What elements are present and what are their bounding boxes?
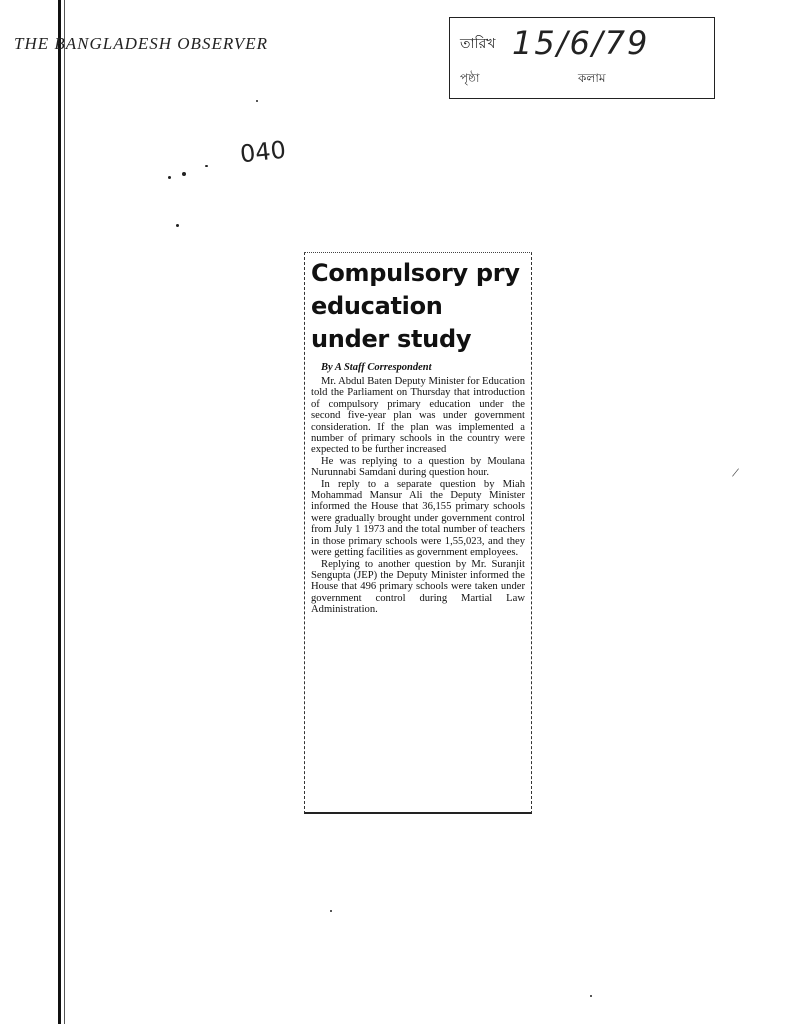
article-body — [311, 376, 525, 616]
ink-speck — [330, 910, 332, 912]
archive-stamp — [449, 17, 715, 99]
article-paragraph: Mr. Abdul Baten Deputy Minister for Education told the Parliament on Thursday that introduction of compulsory primary education under the second five-year plan was under government consideration. If the plan was implemented a number of primary schools in the country were expected to be further increased — [311, 376, 525, 456]
margin-rule-inner — [64, 0, 65, 1024]
newspaper-masthead: THE BANGLADESH OBSERVER — [14, 34, 269, 53]
file-number: 040 — [238, 135, 288, 169]
ink-speck — [176, 224, 179, 227]
ink-speck — [590, 995, 592, 997]
article-headline: Compulsory pry education under study — [311, 259, 520, 353]
article-paragraph: He was replying to a question by Moulana Nurunnabi Samdani during question hour. — [311, 455, 525, 479]
article-paragraph: Replying to another question by Mr. Suranjit Sengupta (JEP) the Deputy Minister informed the House that 496 primary schools were taken under government control during Martial Law Administration. — [311, 558, 525, 616]
stamp-page-label: পৃষ্ঠা — [460, 71, 480, 85]
pen-mark: / — [730, 465, 740, 482]
stamp-date-value: 15/6/79 — [512, 24, 650, 62]
news-clipping — [304, 252, 532, 814]
article-byline: By A Staff Correspondent — [321, 362, 432, 373]
stamp-column-label: কলাম — [578, 71, 606, 85]
ink-speck — [205, 165, 208, 167]
ink-speck — [168, 176, 171, 179]
article-paragraph: In reply to a separate question by Miah Mohammad Mansur Ali the Deputy Minister informed the House that 36,155 primary schools were gradually brought under government control from July 1 1973 and the total number of teachers in those primary schools were 1,55,023, and they were getting facilities as government employees. — [311, 478, 525, 559]
ink-speck — [182, 172, 186, 176]
stamp-date-label: তারিখ — [460, 36, 496, 52]
margin-rule — [58, 0, 61, 1024]
ink-speck — [256, 100, 258, 102]
